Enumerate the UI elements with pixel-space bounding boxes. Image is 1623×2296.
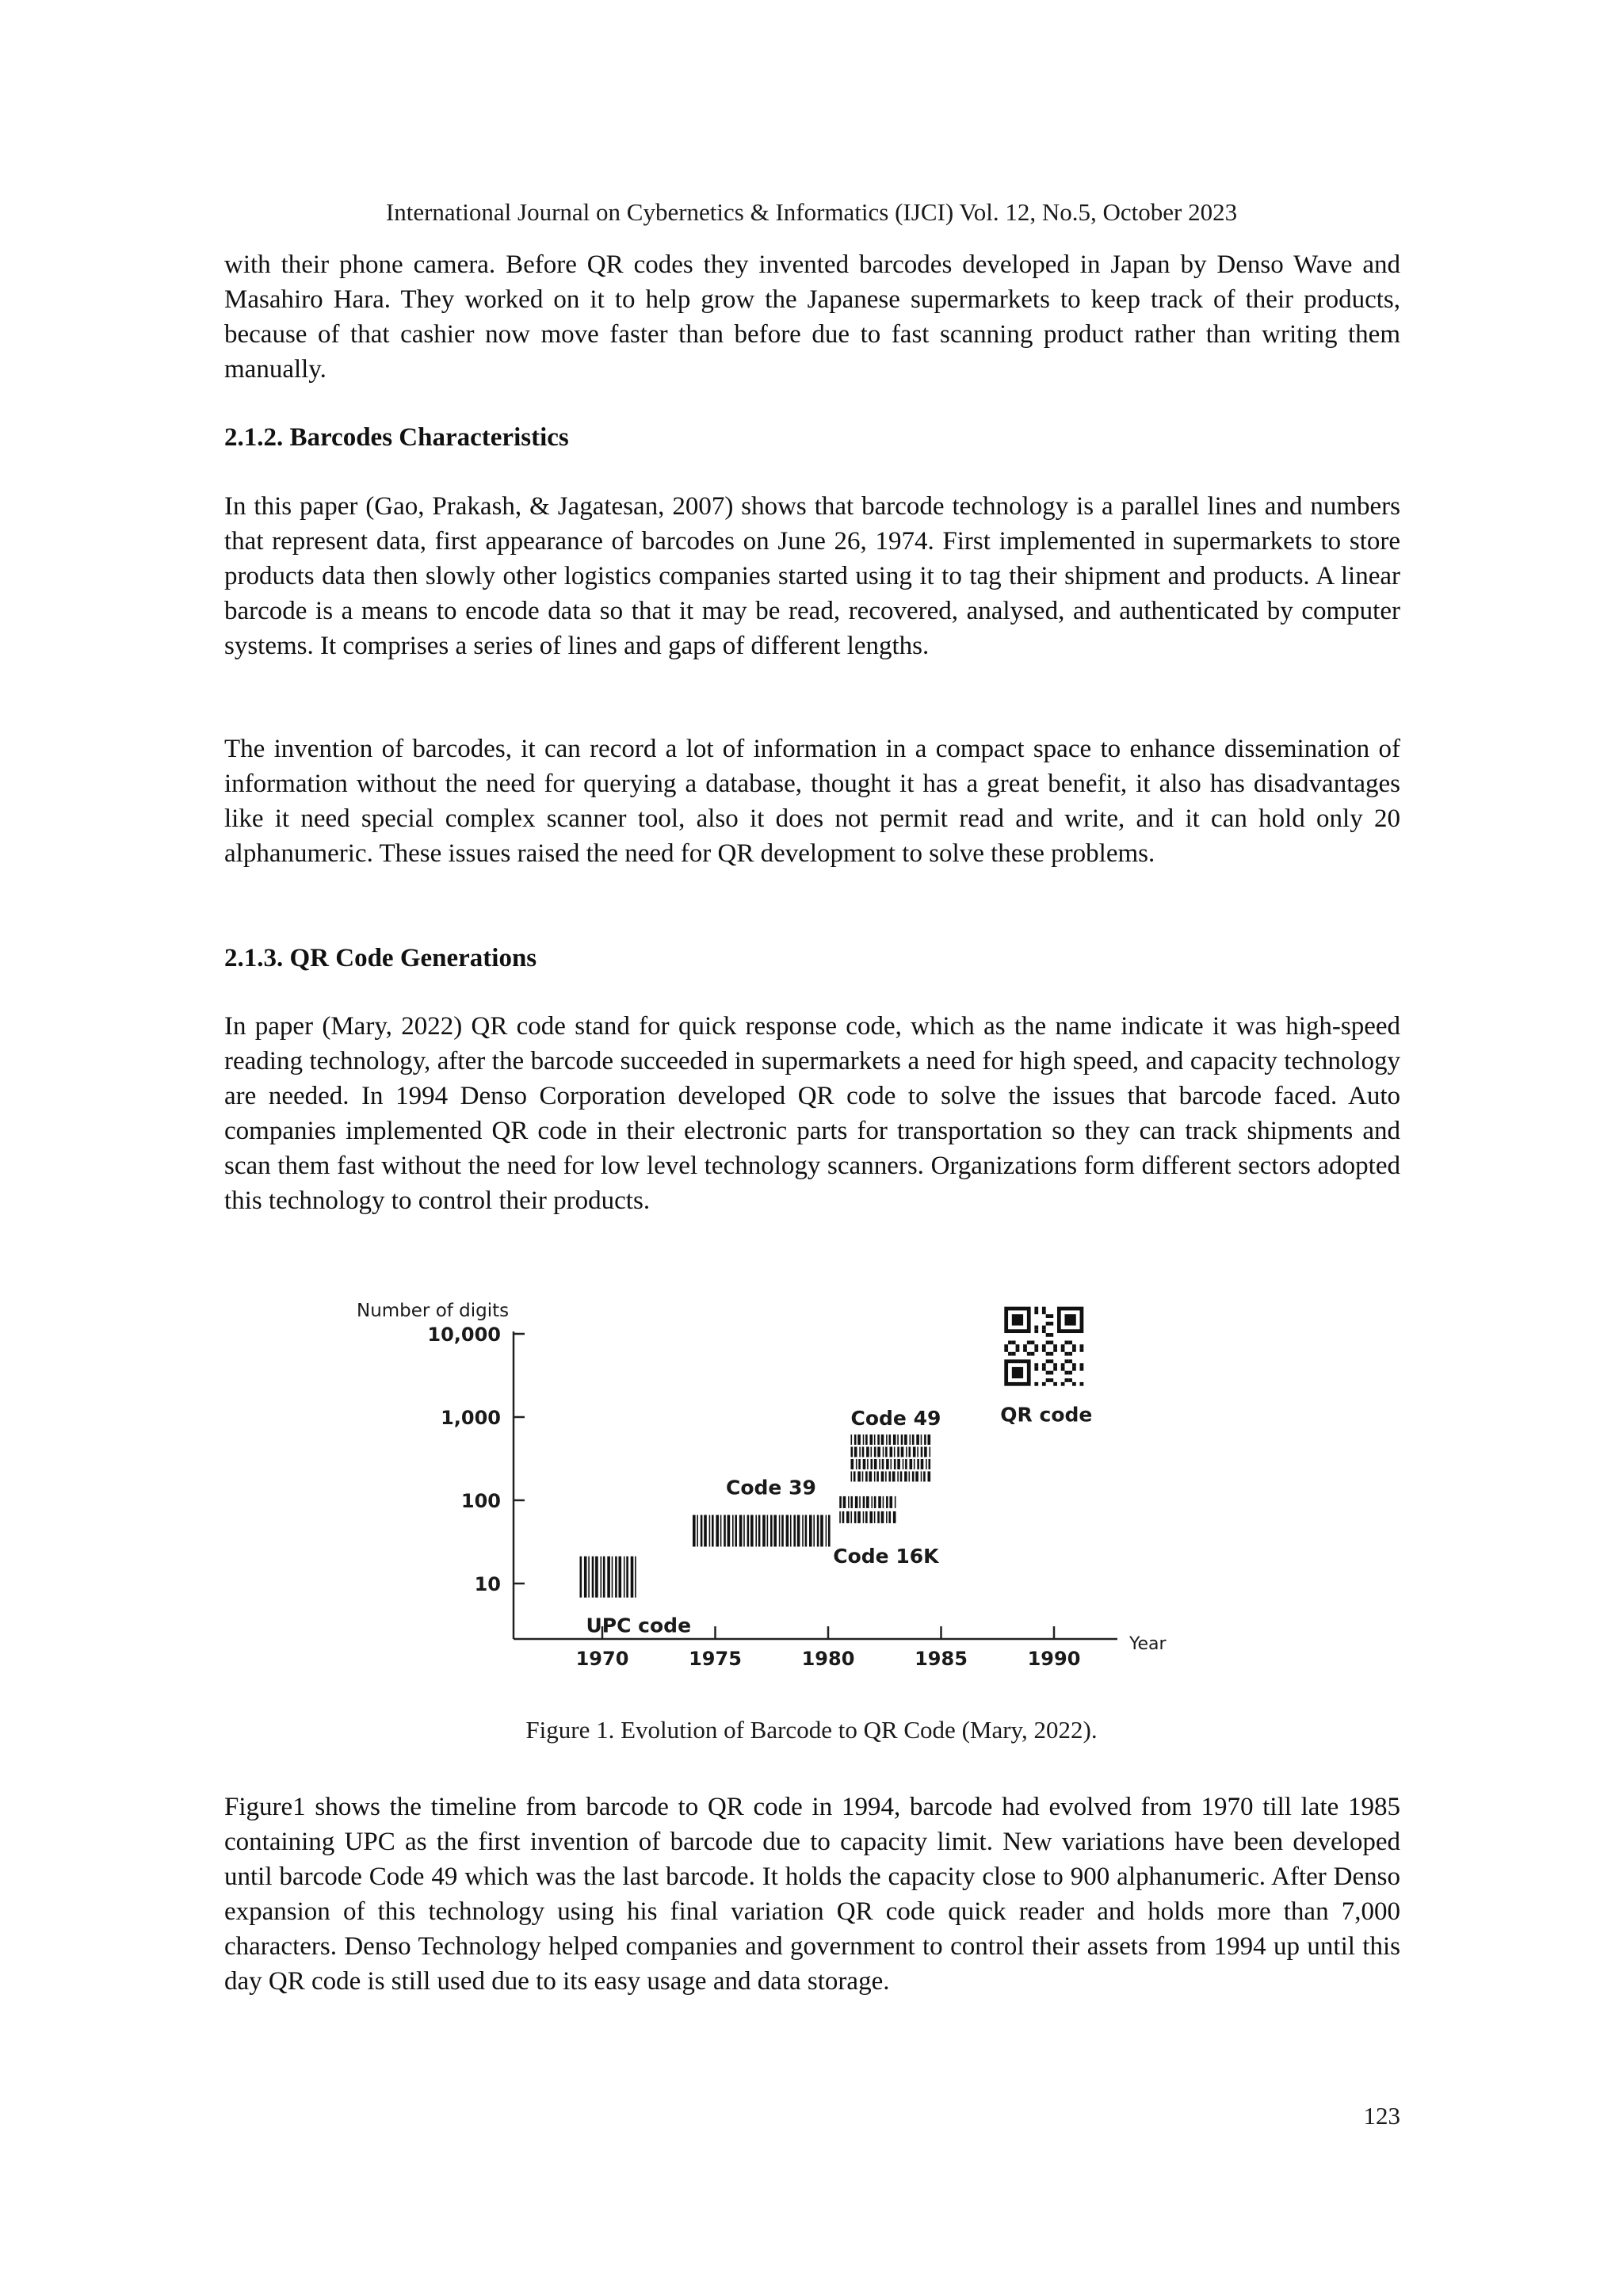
data-label: Code 16K	[833, 1544, 939, 1568]
x-tick-label: 1970	[575, 1648, 629, 1670]
x-tick-label: 1985	[915, 1648, 968, 1670]
x-tick-label: 1990	[1027, 1648, 1081, 1670]
symbol-upc-code	[580, 1557, 692, 1637]
figure-barcode-evolution	[349, 1296, 1189, 1704]
y-tick-label: 100	[460, 1490, 501, 1512]
section-heading: 2.1.2. Barcodes Characteristics	[224, 423, 569, 452]
paragraph-text: The invention of barcodes, it can record a lot of information in a compact space to enhance dissemination of information without the need for querying a database, thought it has a great benefit, it also has disadvantages like it need special complex scanner tool, also it does not permit read and write, and it can hold only 20 alphanumeric. These issues raised the need for QR development to solve these problems.	[224, 735, 1400, 868]
paragraph-text: with their phone camera. Before QR codes they invented barcodes developed in Japan by Denso Wave and Masahiro Hara. They worked on it to help grow the Japanese supermarkets to keep track of their products, because of that cashier now move faster than before due to fast scanning product rather than writing them manually.	[224, 250, 1400, 384]
section-heading: 2.1.3. QR Code Generations	[224, 944, 537, 972]
y-axis-label: Number of digits	[357, 1301, 510, 1321]
x-axis-label: Year	[1129, 1634, 1167, 1654]
paragraph-text: In this paper (Gao, Prakash, & Jagatesan, 2007) shows that barcode technology is a parallel lines and numbers that represent data, first appearance of barcodes on June 26, 1974. First implemented in supermarkets to store products data then slowly other logistics companies started using it to tag their shipment and products. A linear barcode is a means to encode data so that it may be read, recovered, analysed, and authenticated by computer systems. It comprises a series of lines and gaps of different lengths.	[224, 492, 1400, 660]
symbol-code-49	[851, 1407, 941, 1482]
paragraph-figure-discussion	[224, 1790, 1400, 1999]
symbol-qr-code	[1000, 1307, 1092, 1427]
x-tick-label: 1975	[689, 1648, 742, 1670]
paragraph-qr-generations	[224, 1009, 1400, 1218]
paragraph-text: Figure1 shows the timeline from barcode to QR code in 1994, barcode had evolved from 1970 till late 1985 containing UPC as the first invention of barcode due to capacity limit. New variations have been developed until barcode Code 49 which was the last barcode. It holds the capacity close to 900 alphanumeric. After Denso expansion of this technology using his final variation QR code quick reader and holds more than 7,000 characters. Denso Technology helped companies and government to control their assets from 1994 up until this day QR code is still used due to its easy usage and data storage.	[224, 1793, 1400, 1996]
paragraph-barcode-limitations	[224, 732, 1400, 871]
evolution-chart	[349, 1296, 1189, 1704]
y-tick-label: 1,000	[441, 1407, 501, 1429]
data-label: QR code	[1000, 1403, 1093, 1427]
paragraph-text: In paper (Mary, 2022) QR code stand for quick response code, which as the name indicate it was high-speed reading technology, after the barcode succeeded in supermarkets a need for high speed, and capacity technology are needed. In 1994 Denso Corporation developed QR code to solve the issues that barcode faced. Auto companies implemented QR code in their electronic parts for transportation so they can track shipments and scan them fast without the need for low level technology scanners. Organizations form different sectors adopted this technology to control their products.	[224, 1012, 1400, 1215]
y-tick-label: 10	[474, 1573, 501, 1595]
y-tick-label: 10,000	[427, 1324, 501, 1346]
paragraph-barcode-characteristics	[224, 489, 1400, 663]
symbol-code-16k	[833, 1496, 940, 1568]
section-2-1-2	[224, 420, 1400, 455]
symbol-code-39	[693, 1476, 831, 1546]
data-label: Code 49	[850, 1406, 941, 1430]
paragraph-intro-continued	[224, 247, 1400, 387]
figure-caption: Figure 1. Evolution of Barcode to QR Code (Mary, 2022).	[525, 1716, 1098, 1744]
data-label: Code 39	[726, 1476, 816, 1499]
x-tick-label: 1980	[801, 1648, 855, 1670]
data-label: UPC code	[586, 1614, 692, 1637]
running-header: International Journal on Cybernetics & Informatics (IJCI) Vol. 12, No.5, October 2023	[385, 198, 1238, 226]
section-2-1-3	[224, 941, 1400, 976]
page-number: 123	[1363, 2102, 1400, 2130]
